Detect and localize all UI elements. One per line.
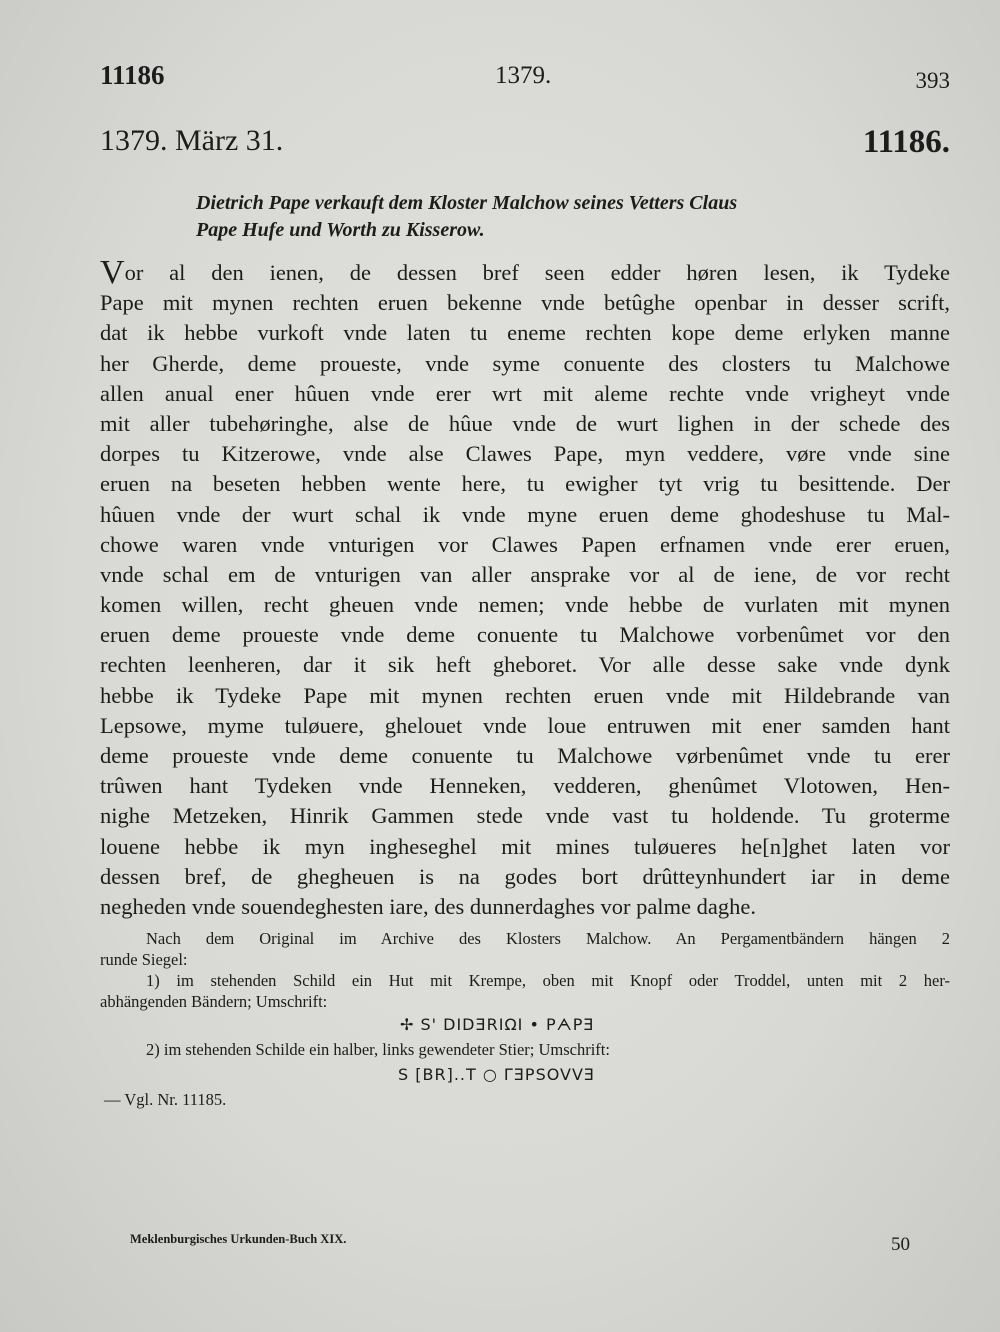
running-head-year: 1379. xyxy=(495,62,552,89)
page-footer xyxy=(130,1228,910,1258)
charter-line: deme proueste vnde deme conuente tu Malchowe vørbenûmet vnde tu erer xyxy=(100,743,950,768)
entry-date: 1379. März 31. xyxy=(100,124,284,157)
charter-line: dat ik hebbe vurkoft vnde laten tu eneme rechten kope deme erlyken manne xyxy=(100,320,950,346)
charter-line: eruen deme proueste vnde deme conuente tu Malchowe vorbenûmet vor den xyxy=(100,622,950,648)
source-note-line: Nach dem Original im Archive des Klosters Malchow. An Pergamentbändern hängen 2 xyxy=(146,929,950,948)
drop-capital: V xyxy=(100,254,125,291)
charter-line: allen anual ener hûuen vnde erer wrt mit aleme rechte vnde vrigheyt vnde xyxy=(100,380,950,406)
regest-line: Pape Hufe und Worth zu Kisserow. xyxy=(196,219,485,241)
entry-heading xyxy=(100,124,950,164)
charter-line: komen willen, recht gheuen vnde nemen; vnde hebbe de vurlaten mit mynen xyxy=(100,592,950,618)
entry-number: 11186. xyxy=(862,124,950,160)
regest-line: Dietrich Pape verkauft dem Kloster Malchow seines Vetters Claus xyxy=(196,192,738,214)
seal-legend-1: ✢ S' DIDƎRIΩI • PᗅPƎ xyxy=(400,1015,595,1034)
charter-line: dessen bref, de ghegheuen is na godes bort drûtteynhundert iar in deme xyxy=(100,863,950,889)
charter-line: her Gherde, deme proueste, vnde syme conuente des closters tu Malchowe xyxy=(100,350,950,376)
footer-signature-number: 50 xyxy=(891,1234,910,1255)
seal-description-line: abhängenden Bändern; Umschrift: xyxy=(100,992,328,1011)
charter-line: dorpes tu Kitzerowe, vnde alse Clawes Pape, myn veddere, vøre vnde sine xyxy=(100,441,950,467)
charter-line: Lepsowe, myme tuløuere, ghelouet vnde loue entruwen mit ener samden hant xyxy=(100,712,950,738)
seal-description-line: 1) im stehenden Schild ein Hut mit Krempe, oben mit Knopf oder Troddel, unten mit 2 her- xyxy=(146,971,950,990)
running-head-entry-number: 11186 xyxy=(100,60,165,90)
charter-line: mit aller tubehøringhe, alse de hûue vnde de wurt lighen in der schede des xyxy=(100,410,950,436)
charter-first-line-text: or al den ienen, de dessen bref seen edder høren lesen, ik Tydeke xyxy=(124,260,950,285)
page-number: 393 xyxy=(915,68,950,93)
charter-line: eruen na beseten hebben wente here, tu ewigher tyt vrig tu besittende. Der xyxy=(100,471,950,497)
cross-reference: — Vgl. Nr. 11185. xyxy=(104,1090,227,1109)
charter-line: hebbe ik Tydeke Pape mit mynen rechten eruen vnde mit Hildebrande van xyxy=(100,682,950,708)
running-head xyxy=(100,60,950,100)
footer-book-title: Meklenburgisches Urkunden-Buch XIX. xyxy=(130,1232,347,1246)
charter-line: hûuen vnde der wurt schal ik vnde myne eruen deme ghodeshuse tu Mal- xyxy=(100,501,950,527)
seal-description-line: 2) im stehenden Schilde ein halber, links gewendeter Stier; Umschrift: xyxy=(146,1040,610,1059)
charter-line: nighe Metzeken, Hinrik Gammen stede vnde vast tu holdende. Tu groterme xyxy=(100,803,950,829)
seal-legend-2: S [BR]..T ○ ΓƎPSOVVƎ xyxy=(398,1065,596,1084)
source-note-line: runde Siegel: xyxy=(100,950,188,969)
charter-line: louene hebbe ik myn ingheseghel mit mines tuløueres he[n]ghet laten vor xyxy=(100,833,950,859)
charter-line: vnde schal em de vnturigen van aller ansprake vor al de iene, de vor recht xyxy=(100,561,950,587)
charter-line: rechten leenheren, dar it sik heft gheboret. Vor alle desse sake vnde dynk xyxy=(100,652,950,678)
charter-text xyxy=(100,254,950,922)
charter-line xyxy=(100,254,950,291)
charter-line: trûwen hant Tydeken vnde Henneken, vedderen, ghenûmet Vlotowen, Hen- xyxy=(100,773,950,799)
source-notes xyxy=(100,928,950,1110)
regest-summary xyxy=(196,190,950,244)
charter-line: negheden vnde souendeghesten iare, des dunnerdaghes vor palme daghe. xyxy=(100,893,757,919)
charter-line: Pape mit mynen rechten eruen bekenne vnde betûghe openbar in desser scrift, xyxy=(100,290,950,316)
charter-line: chowe waren vnde vnturigen vor Clawes Papen erfnamen vnde erer eruen, xyxy=(100,531,950,557)
